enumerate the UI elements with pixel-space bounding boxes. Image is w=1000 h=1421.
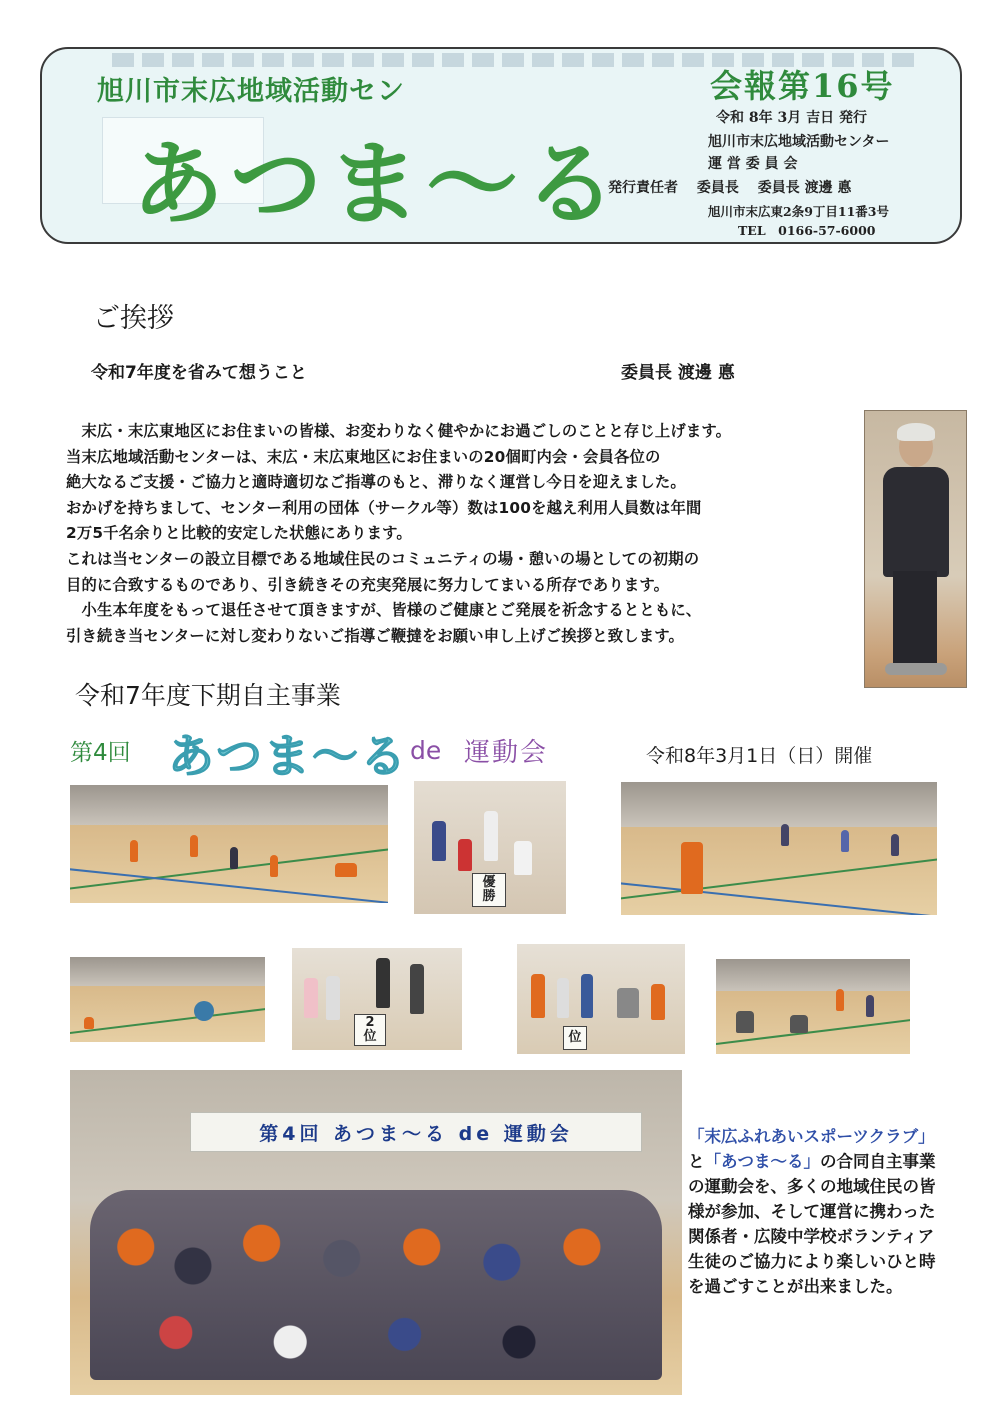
caption-event-name: 「あつま〜る」: [704, 1152, 820, 1171]
event-banner: 第4回 あつま〜る de 運動会: [190, 1112, 642, 1152]
greeting-body: [66, 419, 866, 649]
newsletter-title: あつま〜る: [132, 130, 623, 238]
event-photo-second-place: [292, 948, 462, 1050]
greeting-paragraph: 絶大なるご支援・ご協力と適時適切なご指導のもと、滞りなく運営し今日を迎えました。: [66, 473, 686, 492]
issue-number: 会報第16号: [710, 67, 895, 105]
greeting-heading: ご挨拶: [93, 303, 174, 334]
caption-text: の合同自主事業の運動会を、多くの地域住民の皆様が参加、そして運営に携わった関係者・広陵中学校ボランティア生徒のご協力により楽しいひと時を過ごすことが出来ました。: [688, 1152, 936, 1296]
event-de: de: [410, 736, 442, 765]
greeting-signature: 委員長 渡邊 悳: [621, 363, 735, 383]
event-name: あつま〜る: [168, 729, 408, 783]
event-date: 令和8年3月1日（日）開催: [646, 745, 873, 767]
greeting-paragraph: 目的に合致するものであり、引き続きその充実発展に努力してまいる所存であります。: [66, 575, 670, 594]
event-round: 第4回: [70, 740, 131, 766]
winner-sign: 優 勝: [472, 873, 506, 907]
group-crowd: [90, 1190, 662, 1380]
third-place-sign: 位: [563, 1026, 587, 1050]
event-sport: 運動会: [464, 738, 549, 768]
publisher-committee: 運 営 委 員 会: [708, 156, 798, 172]
event-photo-seated: [716, 959, 910, 1054]
event-photo-winners: [414, 781, 566, 914]
greeting-paragraph: これは当センターの設立目標である地域住民のコミュニティの場・憩いの場としての初期の: [66, 549, 700, 568]
group-photo-caption: [688, 1124, 948, 1299]
event-group-photo: [70, 1070, 682, 1395]
greeting-subtitle: 令和7年度を省みて想うこと: [91, 363, 307, 383]
telephone: TEL 0166-57-6000: [738, 223, 876, 238]
publisher-name: 旭川市末広地域活動センター: [708, 134, 890, 150]
caption-connector: と: [688, 1152, 705, 1171]
issue-date: 令和 8年 3月 吉日 発行: [716, 110, 867, 126]
responsible-person: 発行責任者 委員長 委員長 渡邊 悳: [608, 180, 852, 196]
greeting-paragraph: 2万5千名余りと比較的安定した状態にあります。: [66, 524, 412, 543]
greeting-paragraph: 引き続き当センターに対し変わりないご指導ご鞭撻をお願い申し上げご挨拶と致します。: [66, 626, 685, 645]
event-photo-relay: [621, 782, 937, 915]
greeting-paragraph: 小生本年度をもって退任させて頂きますが、皆様のご健康とご発展を祈念するとともに、: [66, 601, 702, 620]
greeting-paragraph: 当末広地域活動センターは、末広・末広東地区にお住まいの20個町内会・会員各位の: [66, 447, 661, 466]
address: 旭川市末広東2条9丁目11番3号: [708, 204, 889, 219]
event-photo-gym-game: [70, 785, 388, 903]
event-photo-ball-game: [70, 957, 265, 1042]
event-photo-group-small: [517, 944, 685, 1054]
chairman-photo: [864, 410, 967, 688]
greeting-paragraph: おかげを持ちまして、センター利用の団体（サークル等）数は100を越え利用人員数は年間: [66, 498, 702, 517]
organization-name: 旭川市末広地域活動セン: [97, 76, 405, 107]
second-place-sign: 2 位: [354, 1014, 386, 1046]
greeting-paragraph: 末広・末広東地区にお住まいの皆様、お変わりなく健やかにお過ごしのことと存じ上げます。: [66, 422, 732, 440]
newsletter-header: [40, 47, 962, 244]
event-section-heading: 令和7年度下期自主事業: [75, 681, 341, 710]
caption-club-name: 「末広ふれあいスポーツクラブ」: [688, 1127, 935, 1146]
